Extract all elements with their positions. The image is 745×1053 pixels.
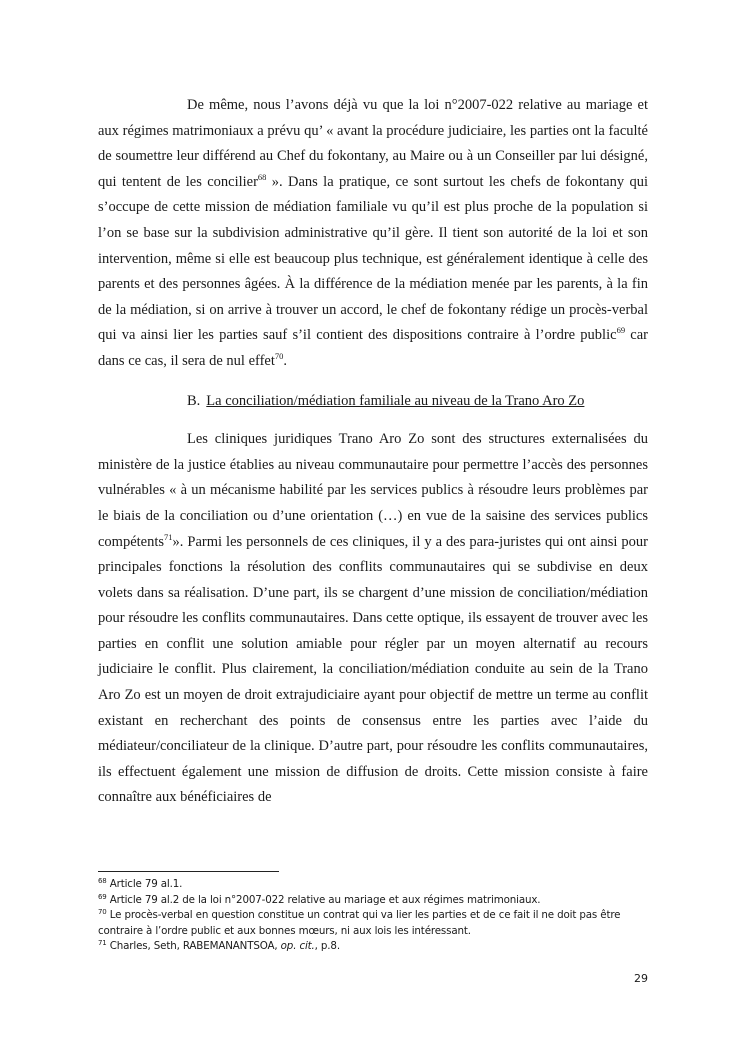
footnote-ref-68: 68 [257,171,267,182]
footnote-text: Article 79 al.1. [106,878,183,890]
paragraph-trano-aro-zo [98,427,648,811]
footnote-number: 70 [98,908,107,917]
footnotes [98,877,648,955]
paragraph-text: ». Parmi les personnels de ces cliniques, il y a des para-juristes qui ont ainsi pour principales fonctions la résolution des conflits communautaires qui se subdivise en deux volets dans sa réalisation. D’une part, ils se chargent d’une mission de conciliation/médiation pour résoudre les conflits communautaires. Dans cette optique, ils essayent de trouver avec les parties en conflit une solution amiable pour régler par un moyen alternatif au recours judiciaire le conflit. Plus clairement, la conciliation/médiation conduite au sein de la Trano Aro Zo est un moyen de droit extrajudiciaire ayant pour objectif de mettre un terme au conflit existant en recherchant des points de consensus entre les parties avec l’aide du médiateur/conciliateur de la clinique. D’autre part, pour résoudre les conflits communautaires, ils effectuent également une mission de diffusion de droits. Cette mission consiste à faire connaître aux bénéficiaires de [98,533,648,806]
footnote-ref-70: 70 [274,350,284,361]
section-heading [98,389,648,415]
footnote-68 [98,877,648,893]
paragraph-text: Les cliniques juridiques Trano Aro Zo sont des structures externalisées du ministère de la justice établies au niveau communautaire pour permettre l’accès des personnes vulnérables « à un mécanisme habilité par les services publics à résoudre leurs problèmes par le biais de la conciliation ou d’une orientation (…) en vue de la saisine des services publics compétents [98,431,648,550]
paragraph-text: De même, nous l’avons déjà vu que la loi n°2007-022 relative au mariage et aux régimes matrimoniaux a prévu qu’ « avant la procédure judiciaire, les parties ont la faculté de soumettre leur différend au Chef du fokontany, au Maire ou à un Conseiller par lui désigné, qui tentent de les concilier [98,97,648,190]
footnote-number: 71 [98,939,107,948]
footnote-ref-69: 69 [616,325,626,336]
footnote-text: Charles, Seth, RABEMANANTSOA, [106,940,281,953]
section-title: La conciliation/médiation familiale au niveau de la Trano Aro Zo [206,392,585,409]
footnote-number: 68 [98,877,107,885]
paragraph-text: car dans ce cas, il sera de nul effet [98,327,648,369]
footnote-separator [98,871,279,872]
footnote-text: Le procès-verbal en question constitue un contrat qui va lier les parties et de ce fait il ne doit pas être contraire à l’ordre public et aux bonnes mœurs, ni aux lois les intéressant. [98,909,621,937]
footnote-text: Article 79 al.2 de la loi n°2007-022 relative au mariage et aux régimes matrimoniaux. [106,893,541,906]
body-text [98,93,648,811]
paragraph-text: ». Dans la pratique, ce sont surtout les chefs de fokontany qui s’occupe de cette mission de médiation familiale vu qu’il est plus proche de la population si l’on se base sur la subdivision administrative qu’il gère. Il tient son autorité de la loi et son intervention, même si elle est beaucoup plus technique, est généralement identique à celle des parents et des personnes âgées. À la différence de la médiation menée par les parents, à la fin de la médiation, si on arrive à trouver un accord, le chef de fokontany rédige un procès-verbal qui va ainsi lier les parties sauf s’il contient des dispositions contraire à l’ordre public [98,173,648,344]
footnote-69 [98,893,648,909]
footnote-number: 69 [98,892,107,901]
footnote-71 [98,939,648,955]
footnote-ref-71: 71 [164,531,173,542]
footnote-italic-text: op. cit. [280,940,315,953]
paragraph-mediation-fokontany [98,93,648,375]
page-number: 29 [634,972,648,985]
paragraph-text: . [283,352,287,369]
footnote-70 [98,908,648,939]
footnote-text: , p.8. [314,940,340,953]
section-number: B. [187,392,201,409]
